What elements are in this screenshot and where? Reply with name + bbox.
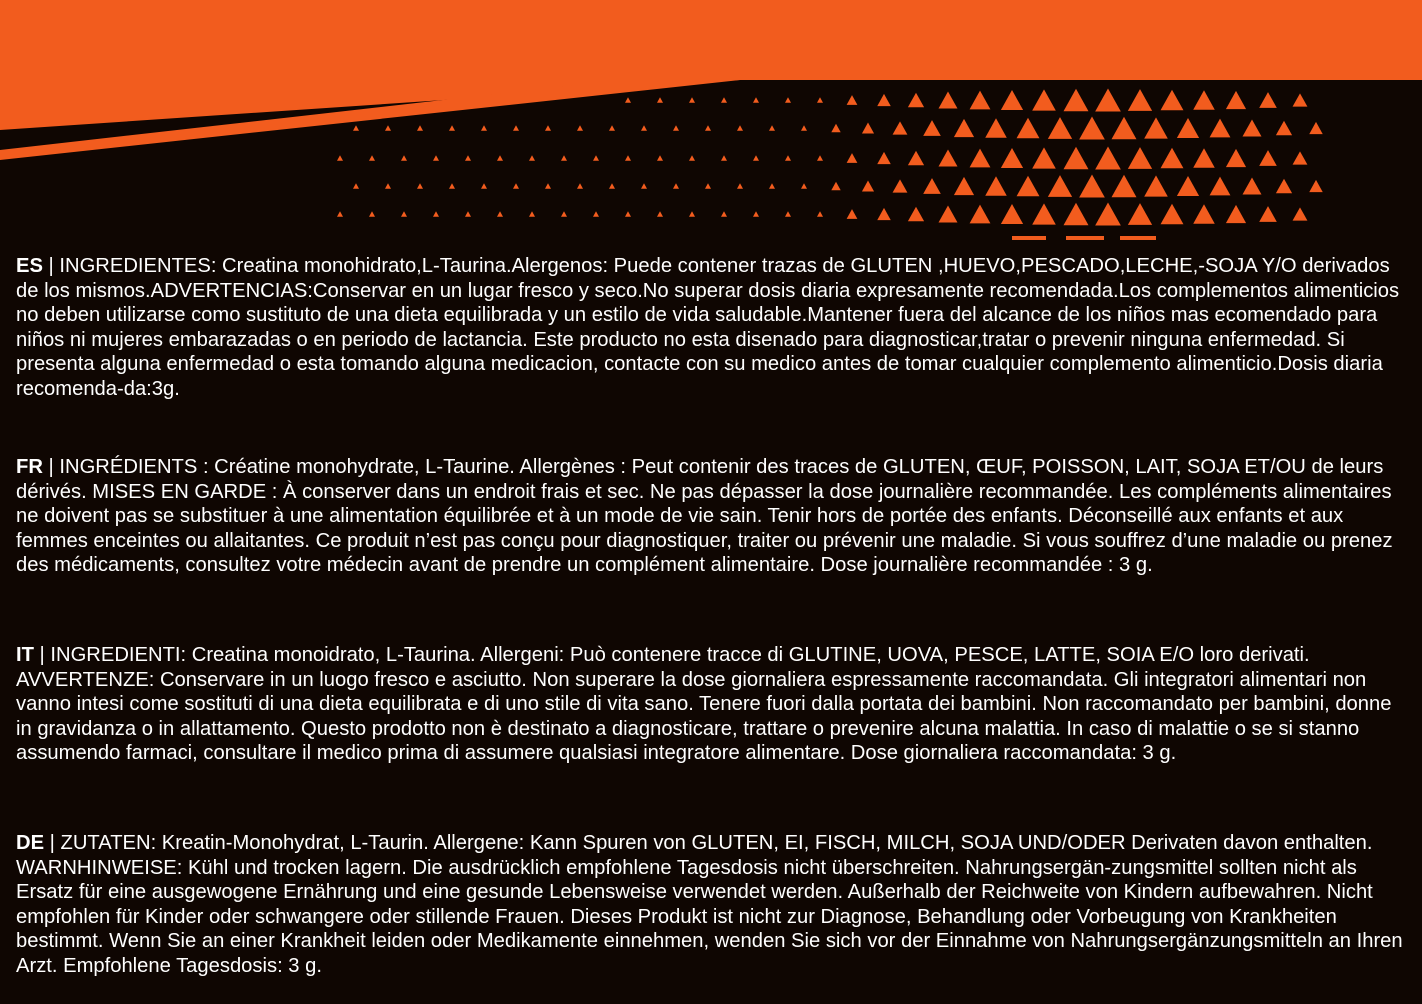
pattern-triangle (1017, 176, 1040, 197)
pattern-triangle (1079, 174, 1105, 197)
orange-diagonal-banner (0, 0, 1422, 250)
pattern-triangle (625, 155, 631, 160)
pattern-triangle (529, 211, 535, 216)
pattern-triangle (737, 183, 743, 188)
pattern-triangle (847, 209, 858, 219)
pattern-triangle (1226, 205, 1246, 223)
pattern-triangle (1032, 203, 1056, 224)
pattern-triangle (1193, 148, 1215, 167)
triangle-pattern (337, 88, 1323, 225)
pattern-triangle (785, 211, 791, 216)
pattern-triangle (1064, 89, 1089, 111)
section-fr-text: | INGRÉDIENTS : Créatine monohydrate, L-Taurine. Allergènes : Peut contenir des traces de GLUTEN, ŒUF, POISSON, LAIT, SOJA ET/OU de leurs dérivés. MISES EN GARDE : À conserver dans un endroit frais et sec. Ne pas dépasser la dose journalière recommandée. Les compléments alimentaires ne doivent pas se substituer à une alimentation équilibrée et à un mode de vie sain. Tenir hors de portée des enfants. Déconseillé aux enfants et aux femmes enceintes ou allaitantes. Ce produit n’est pas conçu pour diagnostiquer, traiter ou prévenir une maladie. Si vous souffrez d’une maladie ou prenez des médicaments, consultez votre médecin avant de prendre un complément alimentaire. Dose journalière recommandée : 3 g. (16, 456, 1393, 576)
pattern-triangle (1177, 118, 1199, 138)
pattern-triangle (1259, 92, 1277, 108)
pattern-triangle (417, 125, 423, 130)
orange-band (0, 0, 1422, 130)
pattern-triangle (481, 125, 487, 130)
pattern-triangle (893, 121, 908, 134)
pattern-triangle (1144, 175, 1168, 196)
pattern-triangle (1112, 175, 1137, 197)
pattern-triangle (877, 152, 890, 164)
pattern-triangle (862, 123, 874, 134)
pattern-triangle (1193, 204, 1215, 223)
pattern-triangle (337, 211, 343, 216)
pattern-triangle (1032, 89, 1056, 110)
pattern-triangle (1161, 204, 1184, 225)
pattern-triangle (545, 125, 551, 130)
lang-code-it: IT (16, 644, 34, 666)
pattern-triangle (753, 211, 759, 216)
pattern-triangle (1048, 117, 1072, 139)
pattern-triangle (641, 183, 647, 188)
pattern-triangle (1293, 207, 1308, 220)
pattern-triangle (657, 97, 663, 102)
pattern-triangle (401, 211, 407, 216)
pattern-triangle (385, 183, 391, 188)
pattern-triangle (337, 155, 343, 160)
pattern-triangle (689, 155, 695, 160)
pattern-triangle (657, 211, 663, 216)
pattern-triangle (593, 211, 599, 216)
pattern-triangle (689, 97, 695, 102)
pattern-triangle (908, 93, 924, 108)
pattern-triangle (1293, 93, 1308, 106)
pattern-triangle (1161, 148, 1184, 169)
pattern-triangle (939, 91, 958, 108)
pattern-triangle (954, 119, 974, 137)
pattern-triangle (785, 97, 791, 102)
pattern-triangle (1095, 88, 1121, 111)
pattern-triangle (970, 91, 991, 110)
section-fr (16, 455, 1408, 578)
section-es (16, 254, 1408, 401)
orange-dash-row (1012, 236, 1156, 240)
section-it-text: | INGREDIENTI: Creatina monoidrato, L-Taurina. Allergeni: Può contenere tracce di GLUTINE, UOVA, PESCE, LATTE, SOIA E/O loro derivati. AVVERTENZE: Conservare in un luogo fresco e asciutto. Non superare la dose giornaliera espressamente raccomandata. Gli integratori alimentari non vanno intesi come sostituti di una dieta equilibrata e di uno stile di vita sano. Tenere fuori dalla portata dei bambini. Non raccomandato per bambini, donne in gravidanza o in allattamento. Questo prodotto non è destinato a diagnosticare, trattare o prevenire alcuna malattia. In caso di malattie o se si stanno assumendo farmaci, consultare il medico prima di assumere qualsiasi integratore alimentare. Dose giornaliera raccomandata: 3 g. (16, 644, 1392, 764)
pattern-triangle (817, 155, 823, 160)
pattern-triangle (465, 155, 471, 160)
pattern-triangle (465, 211, 471, 216)
pattern-triangle (1128, 89, 1152, 111)
pattern-triangle (673, 125, 679, 130)
section-it (16, 643, 1408, 766)
pattern-triangle (561, 155, 567, 160)
pattern-triangle (831, 124, 840, 132)
pattern-triangle (1128, 147, 1152, 169)
pattern-triangle (1309, 180, 1322, 192)
pattern-triangle (433, 211, 439, 216)
pattern-triangle (593, 155, 599, 160)
pattern-triangle (625, 211, 631, 216)
pattern-triangle (625, 97, 631, 102)
pattern-triangle (1226, 149, 1246, 167)
pattern-triangle (801, 183, 807, 188)
pattern-triangle (817, 97, 823, 102)
pattern-triangle (847, 153, 858, 163)
pattern-triangle (1226, 91, 1246, 109)
pattern-triangle (1064, 147, 1089, 169)
pattern-triangle (923, 120, 941, 136)
pattern-triangle (1017, 118, 1040, 139)
pattern-triangle (353, 183, 359, 188)
pattern-triangle (1095, 202, 1121, 225)
lang-code-fr: FR (16, 456, 43, 478)
pattern-triangle (1112, 117, 1137, 139)
pattern-triangle (769, 183, 775, 188)
pattern-triangle (753, 97, 759, 102)
pattern-triangle (737, 125, 743, 130)
pattern-triangle (1259, 150, 1277, 166)
pattern-triangle (1210, 119, 1231, 138)
lang-code-es: ES (16, 255, 43, 277)
pattern-triangle (609, 125, 615, 130)
pattern-triangle (923, 178, 941, 194)
pattern-triangle (497, 155, 503, 160)
pattern-triangle (705, 125, 711, 130)
pattern-triangle (970, 205, 991, 224)
pattern-triangle (1309, 122, 1322, 134)
section-de (16, 831, 1408, 978)
pattern-triangle (985, 118, 1007, 137)
pattern-triangle (721, 211, 727, 216)
pattern-triangle (908, 207, 924, 222)
pattern-triangle (513, 125, 519, 130)
pattern-triangle (1259, 206, 1277, 222)
pattern-triangle (1144, 117, 1168, 138)
pattern-triangle (369, 211, 375, 216)
pattern-triangle (545, 183, 551, 188)
pattern-triangle (1095, 146, 1121, 169)
pattern-triangle (801, 125, 807, 130)
pattern-triangle (609, 183, 615, 188)
pattern-triangle (954, 177, 974, 195)
pattern-triangle (1243, 119, 1262, 136)
pattern-triangle (481, 183, 487, 188)
section-es-text: | INGREDIENTES: Creatina monohidrato,L-Taurina.Alergenos: Puede contener trazas de GLUTEN ,HUEVO,PESCADO,LECHE,-SOJA Y/O derivados de los mismos.ADVERTENCIAS:Conservar en un lugar fresco y seco.No superar dosis diaria expresamente recomendada.Los complementos alimenticios no deben utilizarse como sustituto de una dieta equilibrada y un estilo de vida saludable.Mantener fuera del alcance de los niños mas ecomendado para niños ni mujeres embarazadas o en periodo de lactancia. Este producto no esta disenado para diagnosticar,tratar o prevenir ninguna enfermedad. Si presenta alguna enfermedad o esta tomando alguna medicacion, contacte con su medico antes de tomar cualquier complemento alimenticio.Dosis diaria recomenda-da:3g. (16, 255, 1400, 400)
pattern-triangle (908, 151, 924, 166)
pattern-triangle (831, 182, 840, 190)
section-de-text: | ZUTATEN: Kreatin-Monohydrat, L-Taurin. Allergene: Kann Spuren von GLUTEN, EI, FISCH, MILCH, SOJA UND/ODER Derivaten davon enthalten. WARNHINWEISE: Kühl und trocken lagern. Die ausdrücklich empfohlene Tagesdosis nicht überschreiten. Nahrungsergän-zungsmittel sollten nicht als Ersatz für eine ausgewogene Ernährung und eine gesunde Lebensweise verwendet werden. Außerhalb der Reichweite von Kindern aufbewahren. Nicht empfohlen für Kinder oder schwangere oder stillende Frauen. Dieses Produkt ist nicht zur Diagnose, Behandlung oder Vorbeugung von Krankheiten bestimmt. Wenn Sie an einer Krankheit leiden oder Medikamente einnehmen, wenden Sie sich vor der Einnahme von Nahrungsergänzungsmitteln an Ihren Arzt. Empfohlene Tagesdosis: 3 g. (16, 832, 1403, 977)
pattern-triangle (417, 183, 423, 188)
pattern-triangle (985, 176, 1007, 195)
pattern-triangle (1001, 204, 1023, 224)
pattern-triangle (529, 155, 535, 160)
pattern-triangle (877, 94, 890, 106)
pattern-triangle (721, 155, 727, 160)
pattern-triangle (497, 211, 503, 216)
pattern-triangle (1001, 90, 1023, 110)
pattern-triangle (939, 149, 958, 166)
pattern-triangle (1032, 147, 1056, 168)
pattern-triangle (970, 149, 991, 168)
pattern-triangle (561, 211, 567, 216)
pattern-triangle (1210, 177, 1231, 196)
pattern-triangle (1193, 90, 1215, 109)
pattern-triangle (847, 95, 858, 105)
pattern-triangle (385, 125, 391, 130)
pattern-triangle (513, 183, 519, 188)
pattern-triangle (705, 183, 711, 188)
pattern-triangle (401, 155, 407, 160)
pattern-triangle (1243, 177, 1262, 194)
pattern-triangle (1001, 148, 1023, 168)
lang-code-de: DE (16, 832, 45, 854)
pattern-triangle (877, 208, 890, 220)
pattern-triangle (893, 179, 908, 192)
pattern-triangle (1276, 121, 1292, 136)
pattern-triangle (1079, 116, 1105, 139)
pattern-triangle (577, 183, 583, 188)
pattern-triangle (1161, 90, 1184, 111)
pattern-triangle (721, 97, 727, 102)
pattern-triangle (1177, 176, 1199, 196)
pattern-triangle (577, 125, 583, 130)
pattern-triangle (1048, 175, 1072, 197)
pattern-triangle (1064, 203, 1089, 225)
pattern-triangle (1128, 203, 1152, 225)
pattern-triangle (939, 205, 958, 222)
pattern-triangle (353, 125, 359, 130)
pattern-triangle (689, 211, 695, 216)
pattern-triangle (641, 125, 647, 130)
pattern-triangle (769, 125, 775, 130)
pattern-triangle (862, 181, 874, 192)
pattern-triangle (753, 155, 759, 160)
pattern-triangle (785, 155, 791, 160)
pattern-triangle (449, 183, 455, 188)
pattern-triangle (449, 125, 455, 130)
pattern-triangle (817, 211, 823, 216)
pattern-triangle (1293, 151, 1308, 164)
pattern-triangle (433, 155, 439, 160)
pattern-triangle (1276, 179, 1292, 194)
pattern-triangle (657, 155, 663, 160)
pattern-triangle (369, 155, 375, 160)
pattern-triangle (673, 183, 679, 188)
